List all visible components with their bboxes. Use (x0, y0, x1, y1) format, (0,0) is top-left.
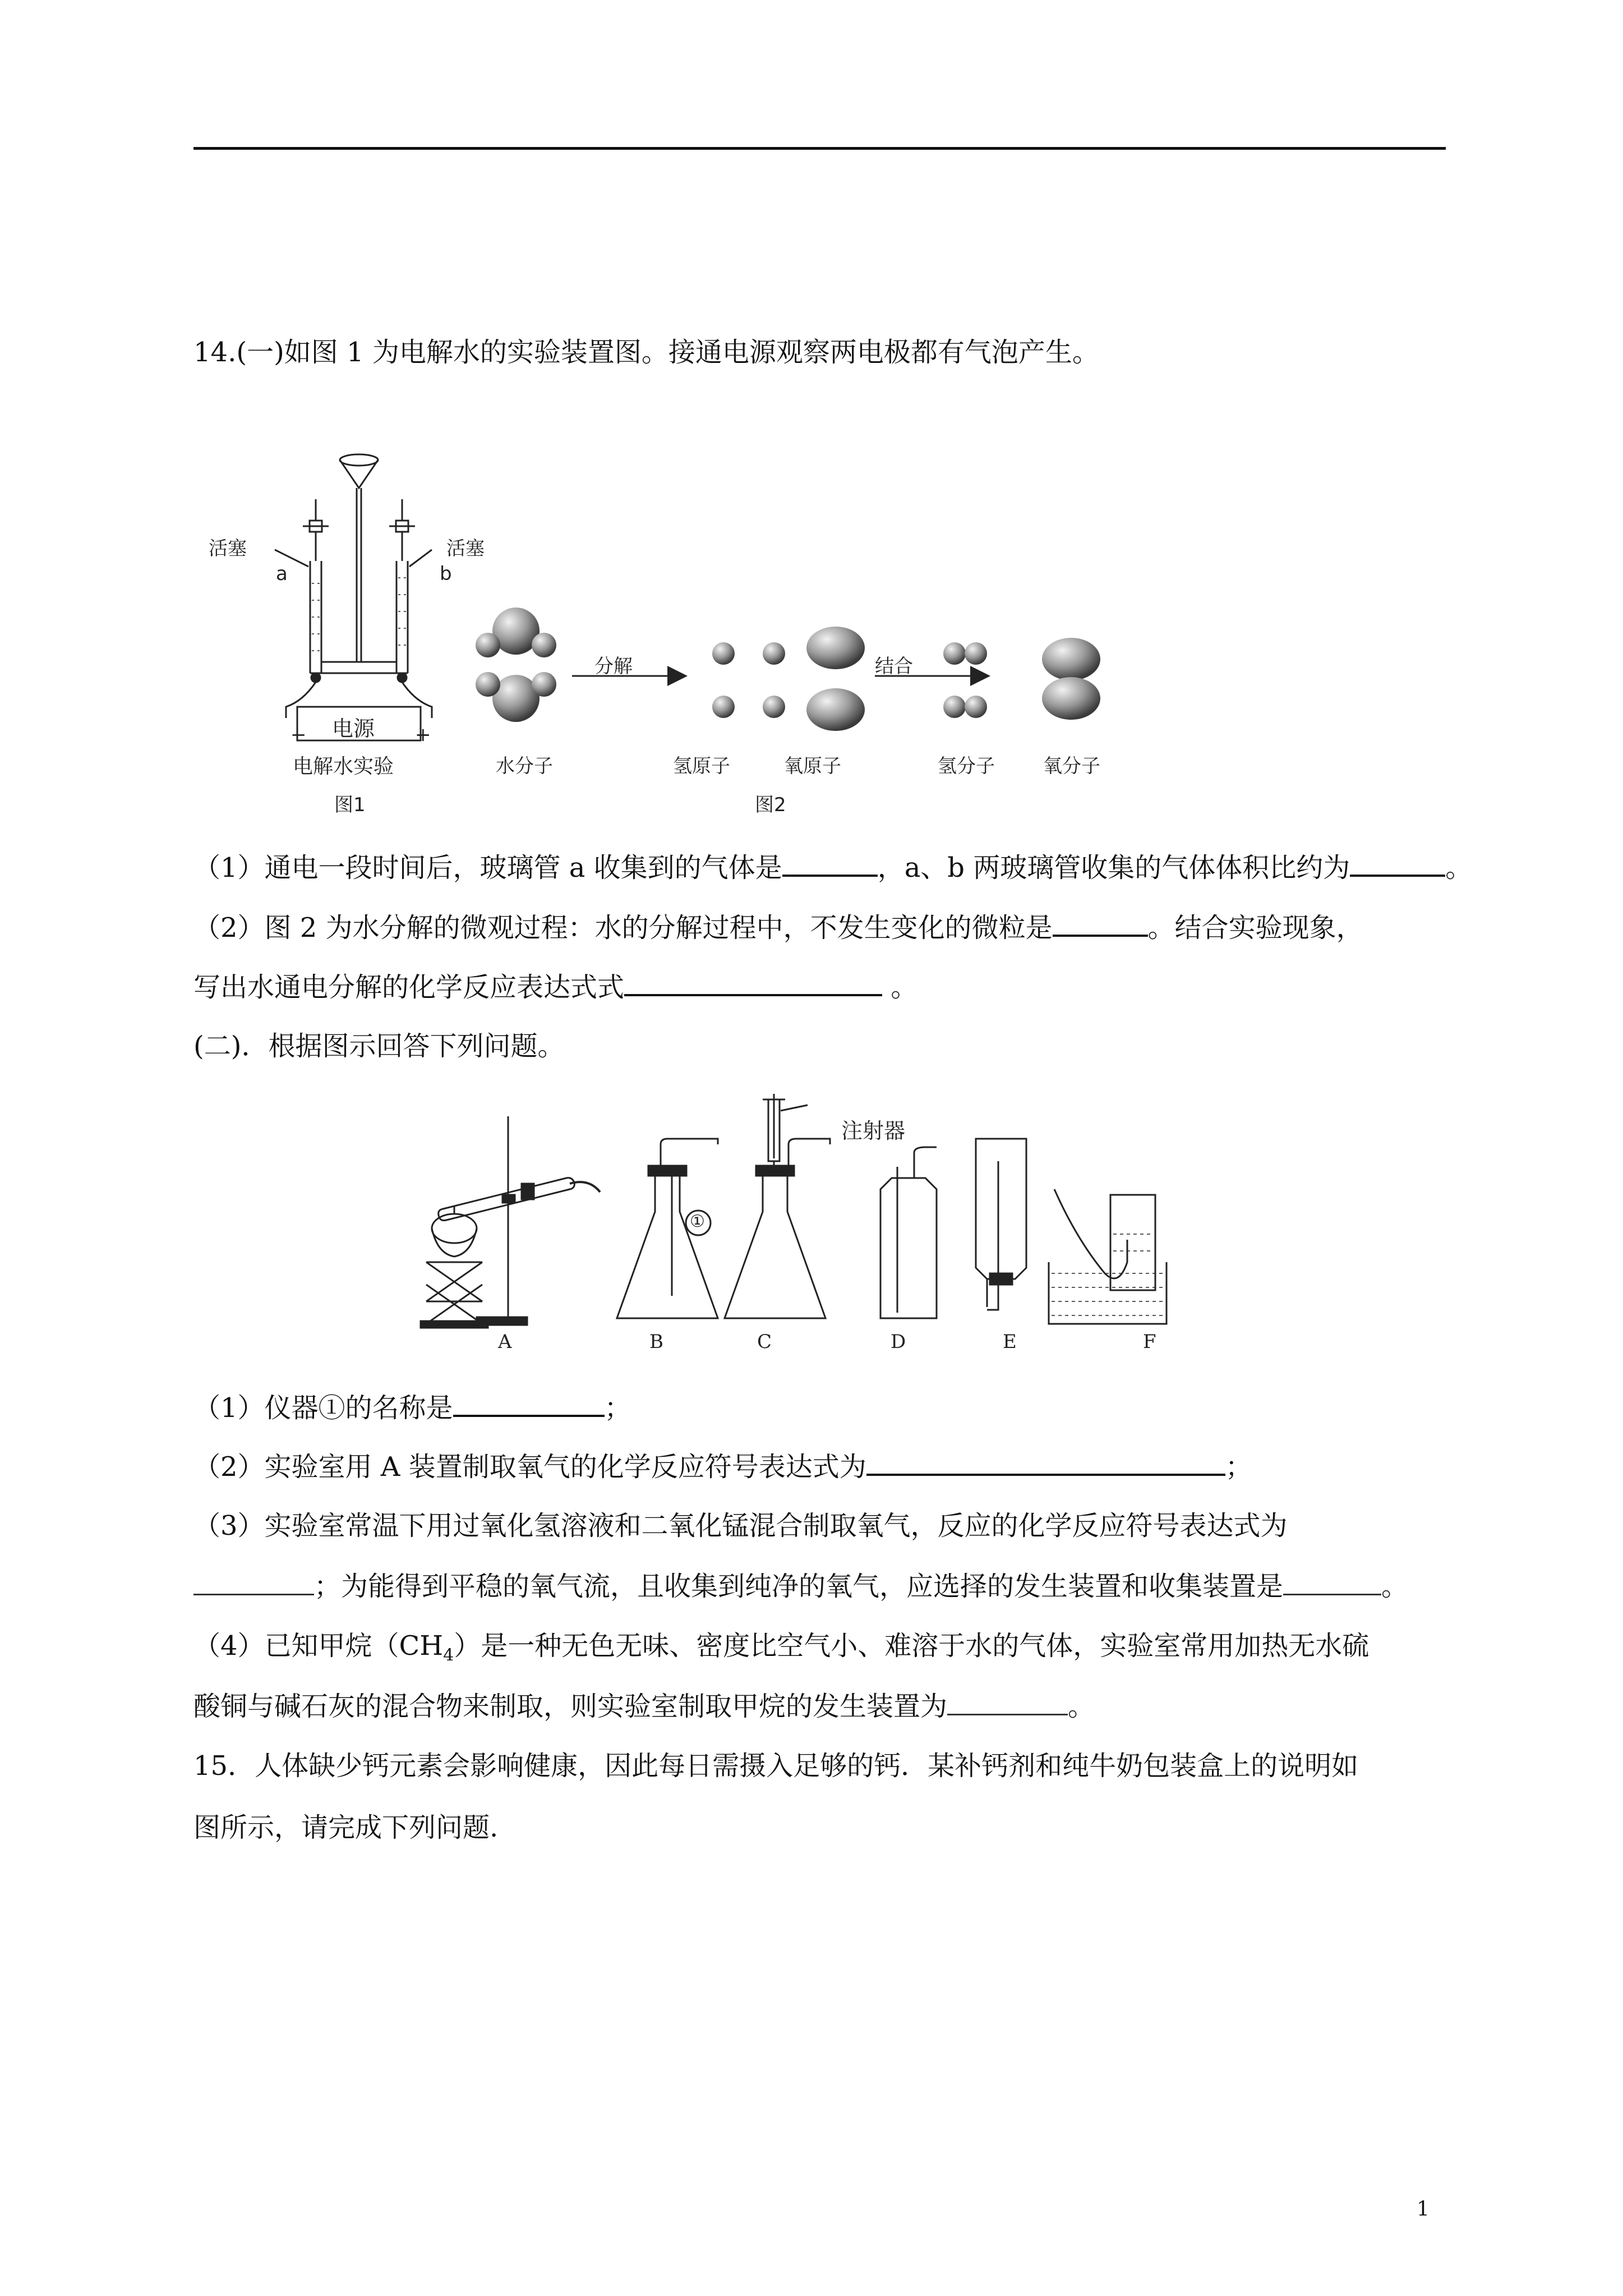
label-F: F (1143, 1331, 1156, 1353)
power-label: 电源 (332, 716, 375, 741)
answer-blank-instrument-name[interactable] (453, 1390, 605, 1417)
answer-blank-volume-ratio[interactable] (1350, 850, 1445, 877)
electrolysis-caption: 电解水实验 (293, 755, 394, 778)
q14-1-2-cont: 写出水通电分解的化学反应表达式式 。 (193, 969, 917, 1004)
label-B: B (649, 1331, 663, 1353)
oxygen-atom-label: 氧原子 (784, 755, 841, 777)
header-rule (193, 147, 1446, 150)
page-number: 1 (1417, 2198, 1430, 2221)
minus-label: − (291, 724, 307, 746)
label-E: E (1003, 1331, 1017, 1353)
hofmann-apparatus (275, 454, 432, 740)
apparatus-F (1049, 1189, 1166, 1324)
q15-line2: 图所示，请完成下列问题. (193, 1812, 499, 1843)
q14-2-4: （4）已知甲烷$(CH_4)$是一种无色无味、密度比空气小、难溶于水的气体，实验室常用加热无水硫 (193, 1630, 1370, 1665)
plus-label: + (415, 724, 431, 746)
q14-2-1: （1）仪器①的名称是 ； (193, 1390, 631, 1425)
label-A: A (498, 1331, 512, 1353)
answer-blank-unchanged-particle[interactable] (1053, 910, 1148, 937)
instrument-one-label: ① (690, 1212, 705, 1231)
q14-1-2: （2）图 2 为水分解的微观过程：水的分解过程中，不发生变化的微粒是 。结合实验现象， (193, 910, 1363, 945)
decompose-label: 分解 (594, 655, 633, 678)
q14-intro: 14.(一)如图 1 为电解水的实验装置图。接通电源观察两电极都有气泡产生。 (193, 337, 1099, 368)
tube-b-label: b (440, 563, 452, 585)
q14-2-3: （3）实验室常温下用过氧化氢溶液和二氧化锰混合制取氧气，反应的化学反应符号表达式为 (193, 1510, 1288, 1542)
fig2-label: 图2 (755, 794, 786, 816)
hydrogen-atom-label: 氢原子 (673, 755, 730, 777)
q15-line1: 15．人体缺少钙元素会影响健康，因此每日需摄入足够的钙．某补钙剂和纯牛奶包装盒上的说明如 (193, 1750, 1359, 1782)
apparatus-A (421, 1116, 600, 1328)
apparatus-D (880, 1147, 937, 1318)
syringe-label: 注射器 (841, 1119, 906, 1143)
fig1-label: 图1 (334, 794, 366, 816)
q14-1-1: （1）通电一段时间后，玻璃管 a 收集到的气体是 ，a、b 两玻璃管收集的气体体积比约为 。 (193, 850, 1472, 885)
hydrogen-molecule-label: 氢分子 (938, 755, 995, 777)
product-molecules (943, 638, 1100, 720)
oxygen-molecule-label: 氧分子 (1043, 755, 1100, 777)
q14-2-3-cont: ；为能得到平稳的氧气流，且收集到纯净的氧气，应选择的发生装置和收集装置是 。 (193, 1569, 1408, 1603)
answer-blank-A-equation[interactable] (866, 1449, 1225, 1476)
tube-a-label: a (276, 563, 288, 585)
water-molecules (476, 608, 556, 722)
answer-blank-methane-device[interactable] (947, 1689, 1068, 1715)
atoms (712, 627, 865, 731)
label-D: D (891, 1331, 906, 1353)
water-molecule-label: 水分子 (496, 755, 553, 777)
stopcock-left-label: 活塞 (209, 537, 247, 560)
stopcock-right-label: 活塞 (446, 537, 485, 560)
answer-blank-peroxide-equation[interactable] (193, 1569, 314, 1595)
answer-blank-electrolysis-equation[interactable] (624, 969, 882, 996)
label-C: C (757, 1331, 772, 1353)
combine-label: 结合 (875, 655, 913, 678)
answer-blank-devices[interactable] (1283, 1569, 1381, 1595)
answer-blank-gas-a[interactable] (782, 850, 878, 877)
q14-part2-intro: (二)．根据图示回答下列问题。 (193, 1030, 565, 1062)
apparatus-C (725, 1094, 830, 1318)
apparatus-E (976, 1139, 1026, 1310)
q14-2-4-cont: 酸铜与碱石灰的混合物来制取，则实验室制取甲烷的发生装置为 。 (193, 1689, 1095, 1723)
q14-2-2: （2）实验室用 A 装置制取氧气的化学反应符号表达式为 ； (193, 1449, 1252, 1484)
apparatus-figure (404, 1094, 1211, 1363)
